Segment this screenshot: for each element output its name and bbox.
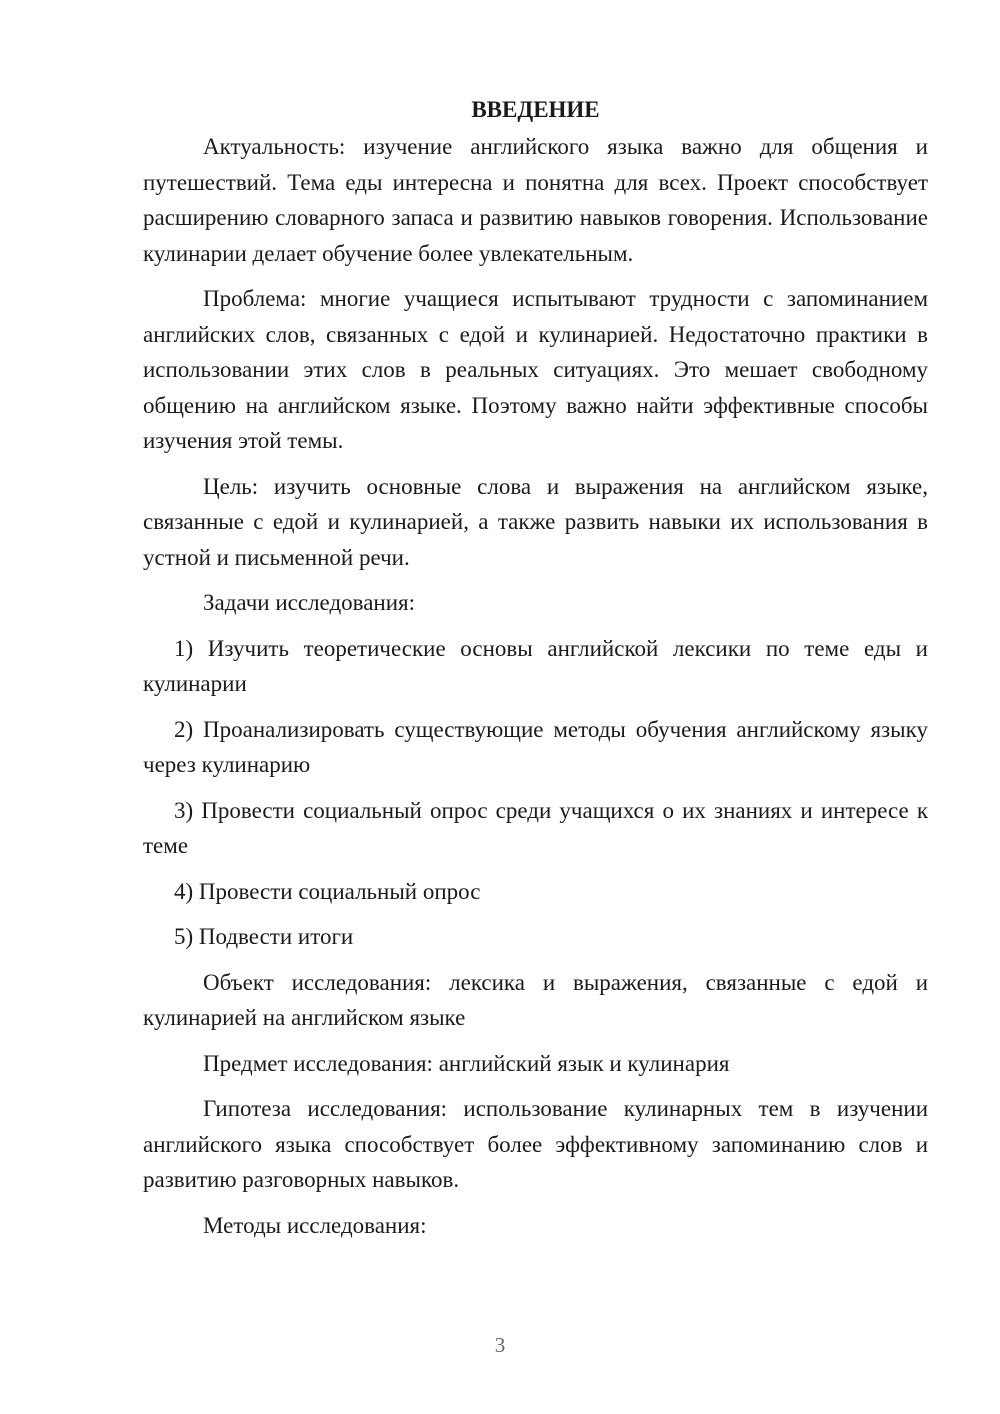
tasks-heading: Задачи исследования: — [203, 590, 416, 615]
task-item-5: 5) Подвести итоги — [174, 924, 354, 949]
task-item-2: 2) Проанализировать существующие методы обучения английскому языку через кулинарию — [143, 716, 928, 777]
paragraph-object: Объект исследования: лексика и выражения, связанные с едой и кулинарией на английском языке — [143, 969, 928, 1030]
paragraph-subject: Предмет исследования: английский язык и кулинария — [203, 1050, 730, 1076]
task-item-3: 3) Провести социальный опрос среди учащихся о их знаниях и интересе к теме — [143, 797, 928, 858]
document-page — [143, 92, 928, 1253]
paragraph-hypothesis: Гипотеза исследования: использование кулинарных тем в изучении английского языка способствует более эффективному запоминанию слов и развитию разговорных навыков. — [143, 1096, 928, 1192]
paragraph-relevance: Актуальность: изучение английского языка важно для общения и путешествий. Тема еды интересна и понятна для всех. Проект способствует расширению словарного запаса и развитию навыков говорения. Использование кулинарии делает обучение более увлекательным. — [143, 134, 928, 266]
paragraph-goal: Цель: изучить основные слова и выражения на английском языке, связанные с едой и кулинарией, а также развить навыки их использования в устной и письменной речи. — [143, 473, 928, 570]
section-title: ВВЕДЕНИЕ — [471, 97, 600, 122]
methods-heading: Методы исследования: — [203, 1212, 427, 1238]
paragraph-problem: Проблема: многие учащиеся испытывают трудности с запоминанием английских слов, связанных с едой и кулинарией. Недостаточно практики в использовании этих слов в реальных ситуациях. Это мешает свободному общению на английском языке. Поэтому важно найти эффективные способы изучения этой темы. — [143, 286, 928, 453]
task-item-4: 4) Провести социальный опрос — [174, 878, 481, 904]
task-item-1: 1) Изучить теоретические основы английской лексики по теме еды и кулинарии — [143, 635, 928, 696]
page-number: 3 — [494, 1333, 506, 1357]
